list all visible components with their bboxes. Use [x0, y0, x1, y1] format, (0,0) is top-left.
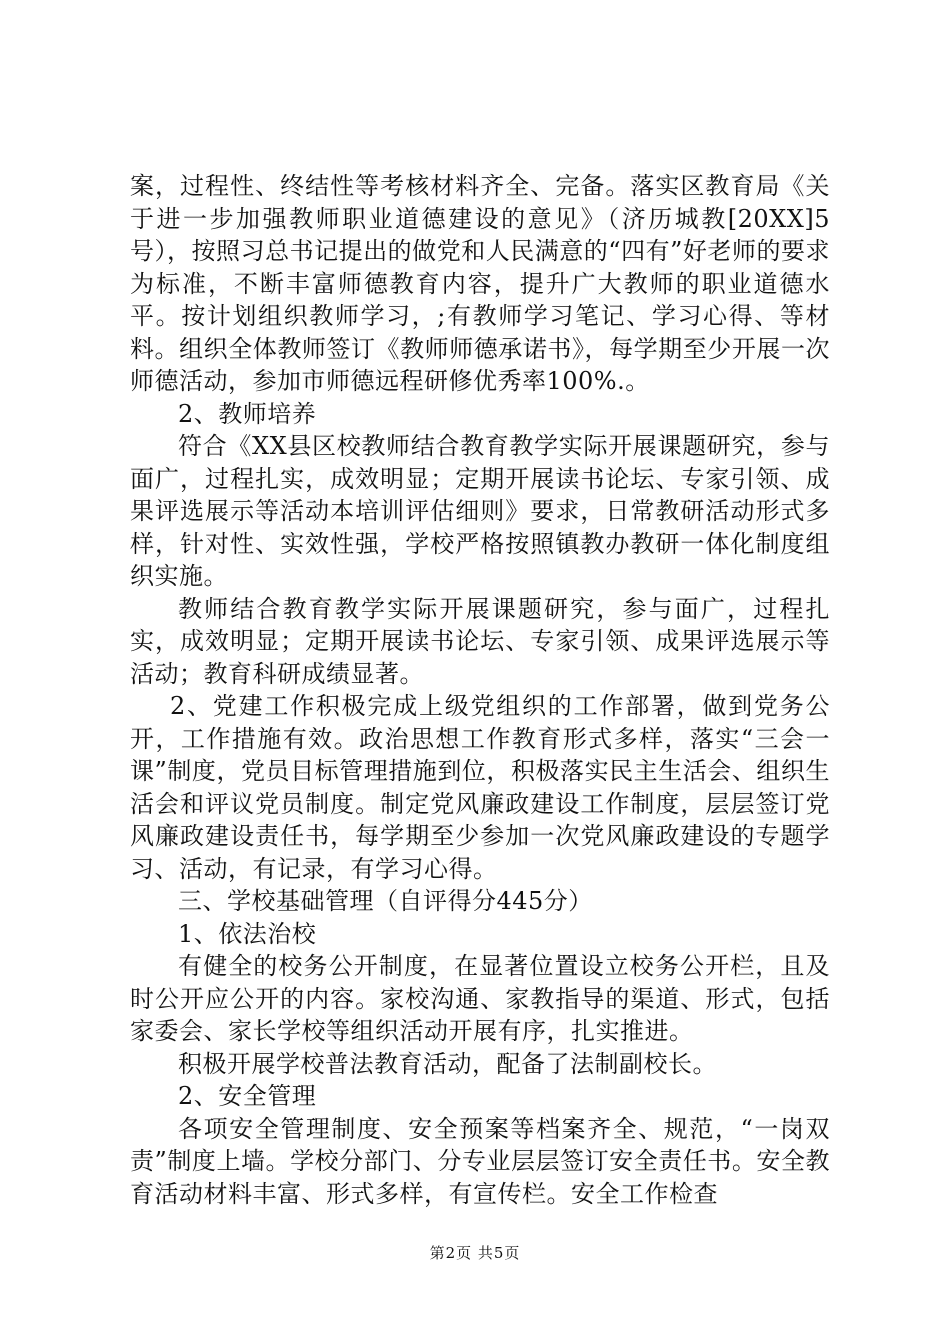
paragraph-party-building: 2、党建工作积极完成上级党组织的工作部署，做到党务公开，工作措施有效。政治思想工作教育形式多样，落实“三会一课”制度，党员目标管理措施到位，积极落实民主生活会、组织生活会和评议党员制度。制定党风廉政建设工作制度，层层签订党风廉政建设责任书，每学期至少参加一次党风廉政建设的专题学习、活动，有记录，有学习心得。 [130, 692, 830, 883]
paragraph-research: 教师结合教育教学实际开展课题研究，参与面广，过程扎实，成效明显；定期开展读书论坛、专家引领、成果评选展示等活动；教育科研成绩显著。 [130, 594, 830, 688]
paragraph-safety: 各项安全管理制度、安全预案等档案齐全、规范，“一岗双责”制度上墙。学校分部门、分专业层层签订安全责任书。安全教育活动材料丰富、形式多样，有宣传栏。安全工作检查 [130, 1114, 830, 1208]
heading-school-management: 三、学校基础管理（自评得分445分） [178, 887, 593, 915]
paragraph-continuation: 案，过程性、终结性等考核材料齐全、完备。落实区教育局《关于进一步加强教师职业道德建设的意见》（济历城教[20XX]5号），按照习总书记提出的做党和人民满意的“四有”好老师的要求为标准，不断丰富师德教育内容，提升广大教师的职业道德水平。按计划组织教师学习，;有教师学习笔记、学习心得、等材料。组织全体教师签订《教师师德承诺书》，每学期至少开展一次师德活动，参加市师德远程研修优秀率100%.。 [130, 172, 830, 395]
document-body [130, 170, 830, 1210]
paragraph-affairs-disclosure: 有健全的校务公开制度，在显著位置设立校务公开栏，且及时公开应公开的内容。家校沟通、家教指导的渠道、形式，包括家委会、家长学校等组织活动开展有序，扎实推进。 [130, 952, 830, 1045]
paragraph-legal-education: 积极开展学校普法教育活动，配备了法制副校长。 [178, 1049, 717, 1078]
heading-rule-of-law: 1、依法治校 [178, 919, 317, 948]
page-number: 第2页 共5页 [429, 1244, 521, 1262]
heading-teacher-training: 2、教师培养 [178, 399, 317, 428]
heading-safety-management: 2、安全管理 [178, 1082, 317, 1110]
paragraph-training-rules: 符合《XX县区校教师结合教育教学实际开展课题研究，参与面广，过程扎实，成效明显；定期开展读书论坛、专家引领、成果评选展示等活动本培训评估细则》要求，日常教研活动形式多样，针对性、实效性强，学校严格按照镇教办教研一体化制度组织实施。 [130, 432, 830, 590]
